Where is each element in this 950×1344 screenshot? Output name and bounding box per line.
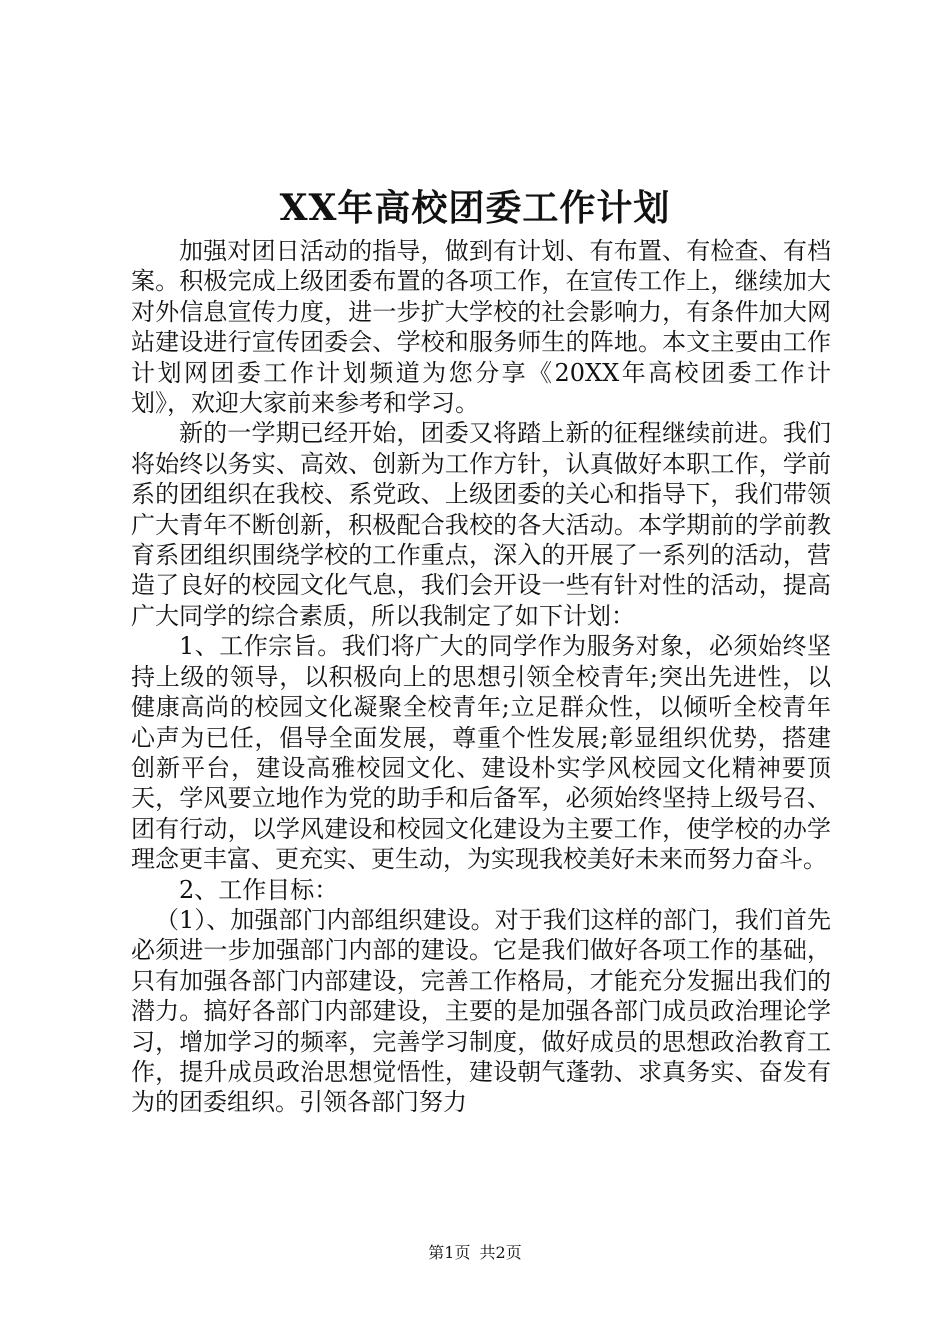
page-footer bbox=[0, 1242, 950, 1264]
page-total: 共2页 bbox=[479, 1243, 522, 1262]
page-number: 第1页 bbox=[428, 1243, 471, 1262]
paragraph-semester: 新的一学期已经开始，团委又将踏上新的征程继续前进。我们将始终以务实、高效、创新为工作方针，认真做好本职工作，学前系的团组织在我校、系党政、上级团委的关心和指导下，我们带领广大青年不断创新，积极配合我校的各大活动。本学期前的学前教育系团组织围绕学校的工作重点，深入的开展了一系列的活动，营造了良好的校园文化气息，我们会开设一些有针对性的活动，提高广大同学的综合素质，所以我制定了如下计划： bbox=[131, 419, 831, 630]
paragraph-goals-heading: 2、工作目标： bbox=[179, 875, 339, 904]
document-body bbox=[131, 236, 831, 1118]
paragraph-purpose: 1、工作宗旨。我们将广大的同学作为服务对象，必须始终坚持上级的领导，以积极向上的思想引领全校青年;突出先进性，以健康高尚的校园文化凝聚全校青年;立足群众性，以倾听全校青年心声为已任，倡导全面发展，尊重个性发展;彰显组织优势，搭建创新平台，建设高雅校园文化、建设朴实学风校园文化精神要顶天，学风要立地作为党的助手和后备军，必须始终坚持上级号召、团有行动，以学风建设和校园文化建设为主要工作，使学校的办学理念更丰富、更充实、更生动，为实现我校美好未来而努力奋斗。 bbox=[131, 632, 831, 874]
document-title: XX年高校团委工作计划 bbox=[279, 187, 671, 229]
paragraph-intro: 加强对团日活动的指导，做到有计划、有布置、有检查、有档案。积极完成上级团委布置的各项工作，在宣传工作上，继续加大对外信息宣传力度，进一步扩大学校的社会影响力，有条件加大网站建设进行宣传团委会、学校和服务师生的阵地。本文主要由工作计划网团委工作计划频道为您分享《20XX年高校团委工作计划》，欢迎大家前来参考和学习。 bbox=[131, 237, 831, 418]
paragraph-goal-1: （1）、加强部门内部组织建设。对于我们这样的部门，我们首先必须进一步加强部门内部的建设。它是我们做好各项工作的基础，只有加强各部门内部建设，完善工作格局，才能充分发掘出我们的潜力。搞好各部门内部建设，主要的是加强各部门成员政治理论学习，增加学习的频率，完善学习制度，做好成员的思想政治教育工作，提升成员政治思想觉悟性，建设朝气蓬勃、求真务实、奋发有为的团委组织。引领各部门努力 bbox=[131, 905, 831, 1117]
